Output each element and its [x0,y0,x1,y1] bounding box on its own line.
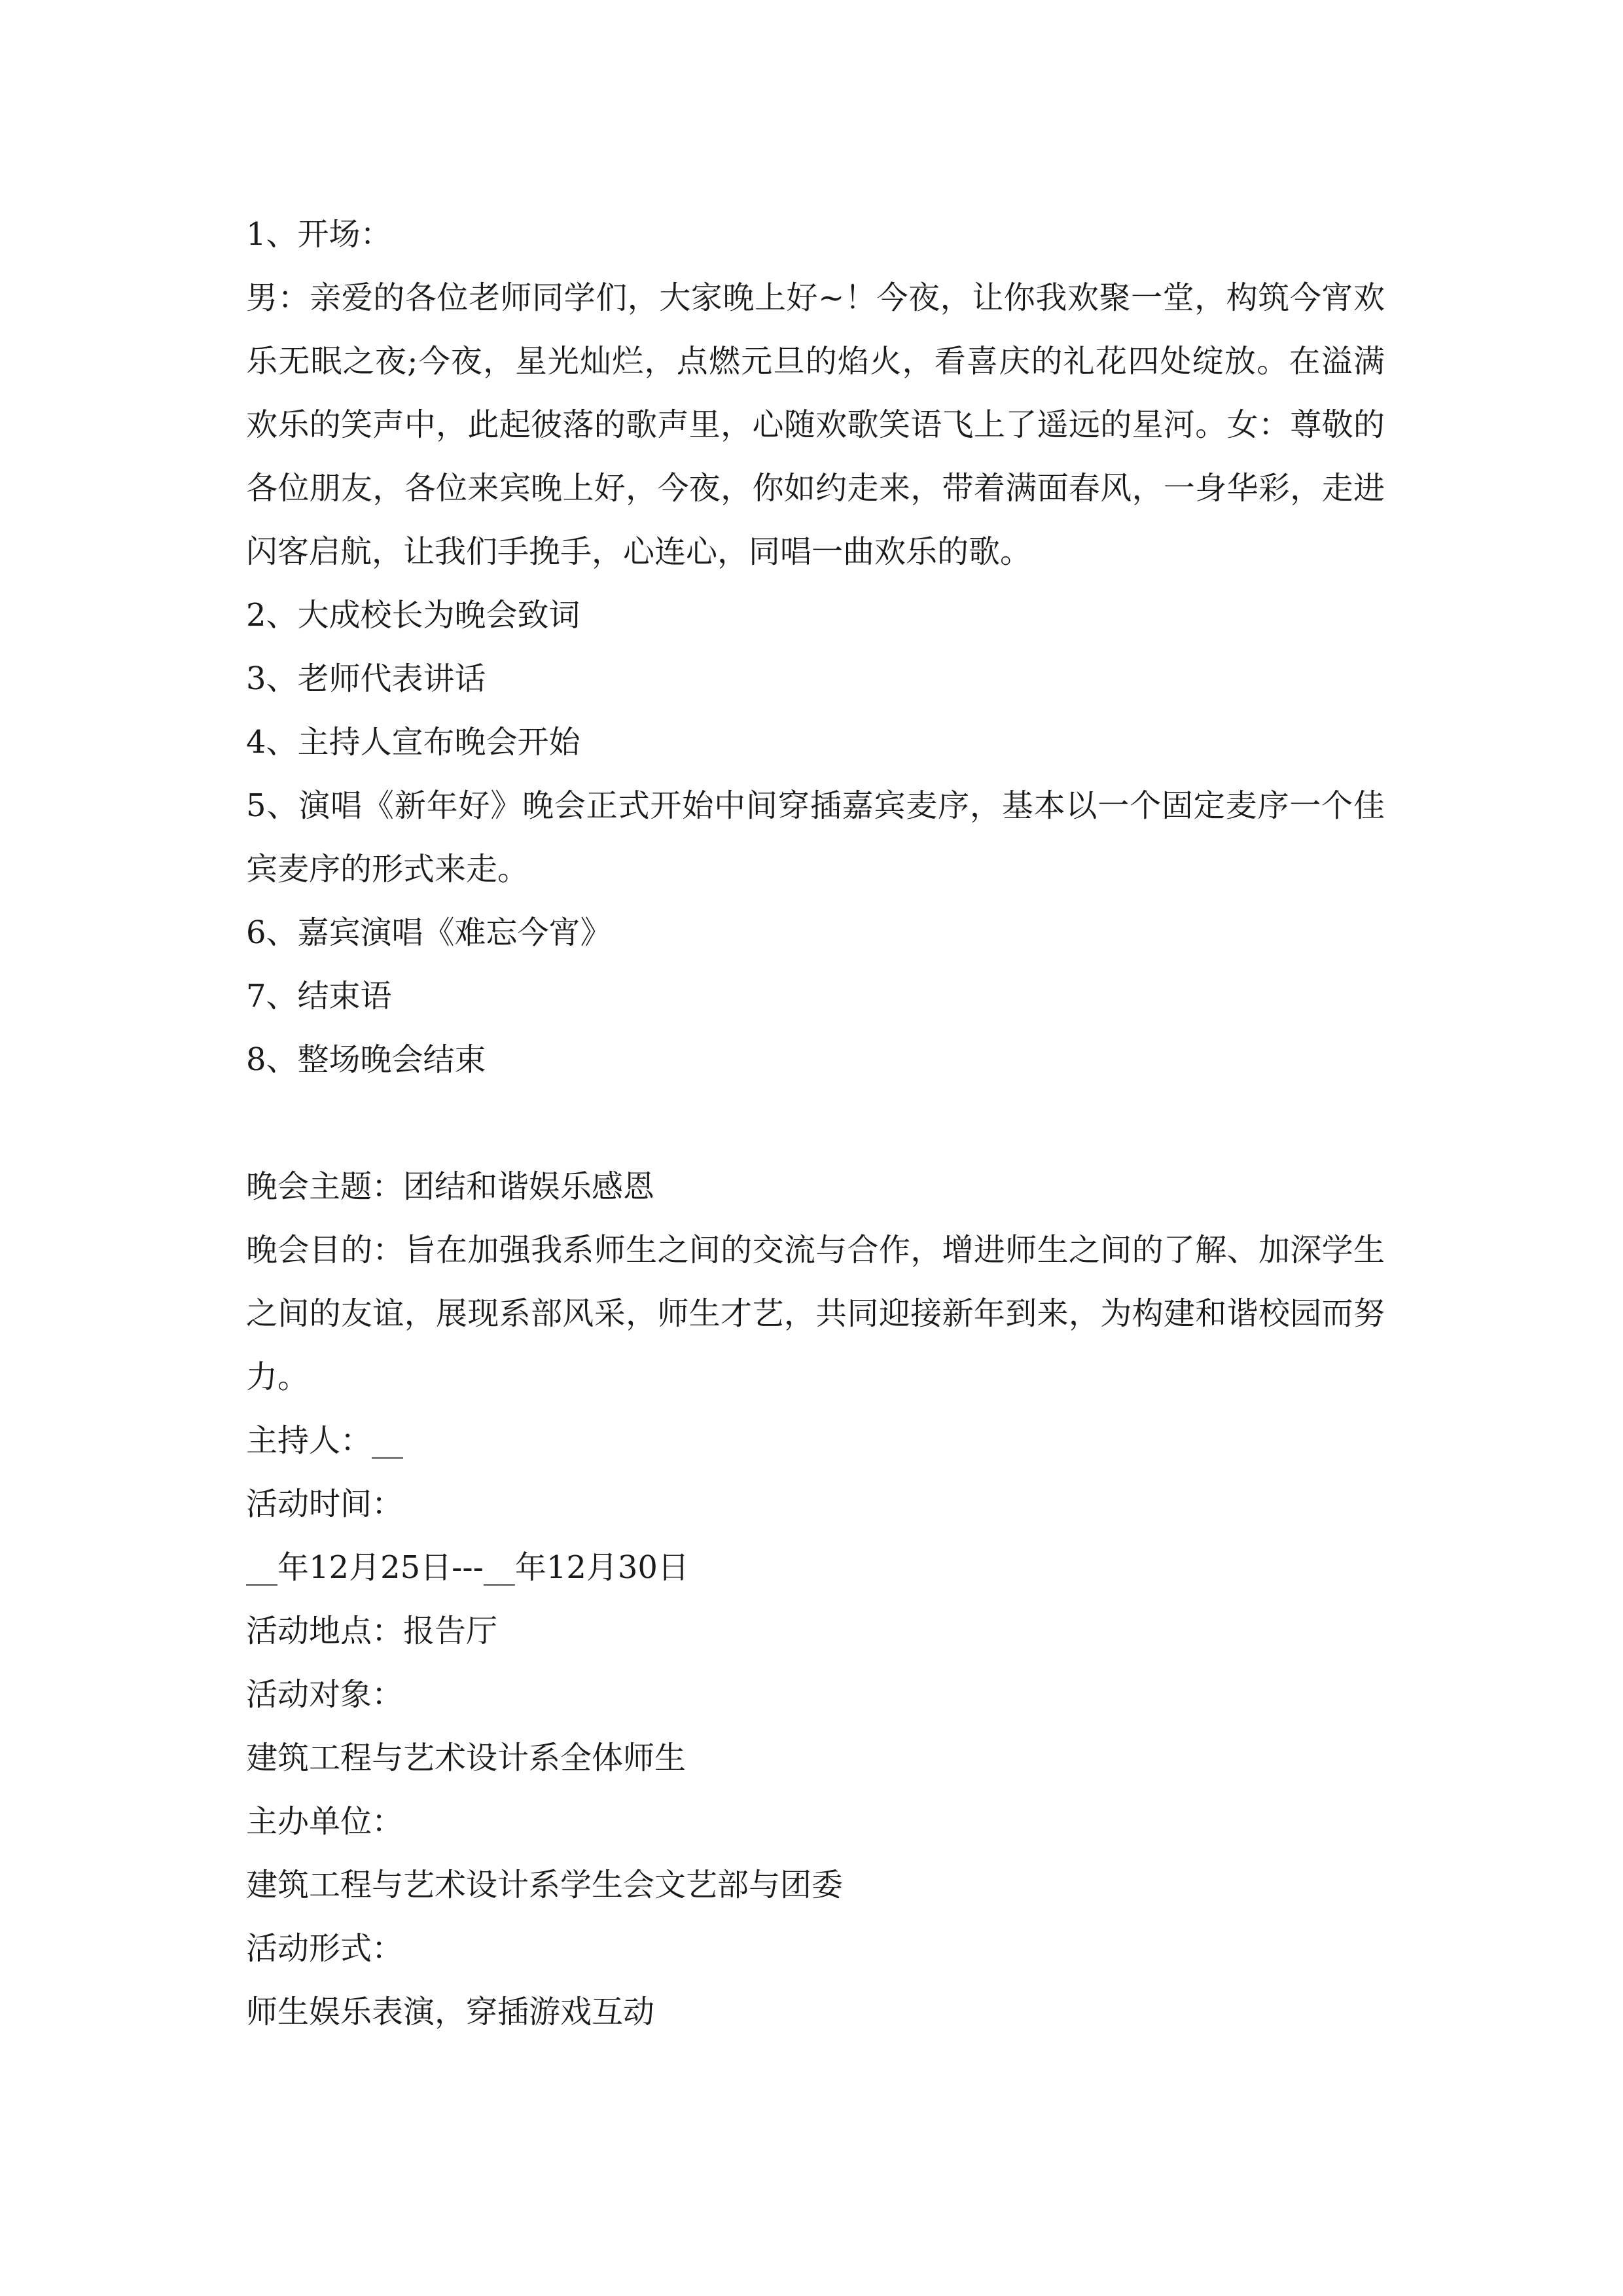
event-time-value: __年12月25日---__年12月30日 [246,1549,689,1586]
event-organizer-value: 建筑工程与艺术设计系学生会文艺部与团委 [246,1867,844,1903]
event-purpose-paragraph: 晚会目的：旨在加强我系师生之间的交流与合作，增进师生之间的了解、加深学生之间的友谊，展现系部风采，师生才艺，共同迎接新年到来，为构建和谐校园而努力。 [246,1232,1385,1395]
program-item-8: 8、整场晚会结束 [246,1041,486,1078]
program-item-4: 4、主持人宣布晚会开始 [246,724,580,761]
event-audience-label: 活动对象： [246,1676,404,1713]
event-location: 活动地点：报告厅 [246,1613,498,1649]
event-audience-value: 建筑工程与艺术设计系全体师生 [246,1740,687,1776]
document-body [246,203,1385,2044]
program-item-5: 5、演唱《新年好》晚会正式开始中间穿插嘉宾麦序，基本以一个固定麦序一个佳宾麦序的形式来走。 [246,787,1385,888]
event-host: 主持人：__ [246,1422,404,1459]
program-item-2: 2、大成校长为晚会致词 [246,597,580,634]
section-spacer [246,1092,1385,1155]
program-item-1-heading: 1、开场： [246,216,392,253]
program-item-7: 7、结束语 [246,978,392,1014]
event-format-value: 师生娱乐表演，穿插游戏互动 [246,1994,655,2030]
event-organizer-label: 主办单位： [246,1803,404,1840]
program-item-3: 3、老师代表讲话 [246,660,486,697]
event-time-label: 活动时间： [246,1486,404,1522]
program-item-6: 6、嘉宾演唱《难忘今宵》 [246,914,612,951]
opening-remarks-paragraph: 男：亲爱的各位老师同学们，大家晚上好~！今夜，让你我欢聚一堂，构筑今宵欢乐无眠之夜;今夜，星光灿烂，点燃元旦的焰火，看喜庆的礼花四处绽放。在溢满欢乐的笑声中，此起彼落的歌声里，心随欢歌笑语飞上了遥远的星河。女：尊敬的各位朋友，各位来宾晚上好，今夜，你如约走来，带着满面春风，一身华彩，走进闪客启航，让我们手挽手，心连心，同唱一曲欢乐的歌。 [246,279,1385,570]
event-format-label: 活动形式： [246,1930,404,1967]
event-theme: 晚会主题：团结和谐娱乐感恩 [246,1168,655,1205]
